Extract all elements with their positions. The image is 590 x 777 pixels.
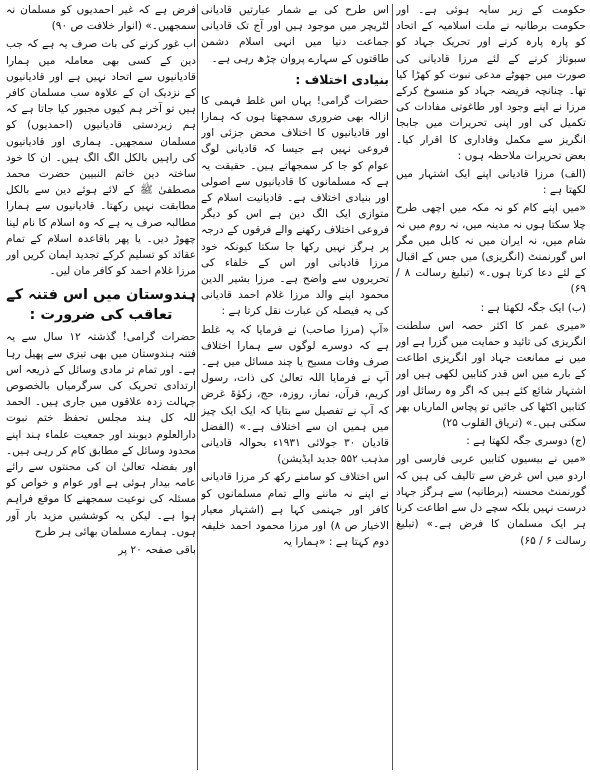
column-divider: [392, 4, 393, 770]
continued-note: باقی صفحہ ۲۰ پر: [118, 544, 196, 557]
paragraph: فرض ہے کہ غیر احمدیوں کو مسلمان نہ سمجھیں۔» (انوار خلافت ص ۹۰): [6, 4, 196, 33]
section-heading: ہندوستان میں اس فتنہ کے تعاقب کی ضرورت :: [6, 287, 196, 324]
column-right: [396, 2, 586, 774]
paragraph: (الف) مرزا قادیانی اپنے ایک اشتہار میں لکھتا ہے :: [396, 168, 586, 197]
column-left: [6, 2, 196, 774]
paragraph: حضرات گرامی! گذشتہ ۱۲ سال سے یہ فتنہ ہندوستان میں بھی تیزی سے پھیل رہا ہے۔ اور تمام تر مادی وسائل کے ذریعہ اس ارتدادی تحریک کی سرگرمیاں بالخصوص جہالت زدہ علاقوں میں جاری ہیں۔ الحمد للہ کل ہند مجلس تحفظ ختم نبوت دارالعلوم دیوبند اور جمعیت علماء ہند اپنے محدود وسائل کے مطابق کام کر رہی ہیں۔ اور بفضلہ تعالیٰ ان کی محنتوں سے رائے عامہ بیدار ہوئی ہے اور عوام و خواص کو مسئلہ کی نوعیت سمجھنے کا موقع فراہم ہوا ہے۔ لیکن یہ کوششیں مزید بار آور ہوں۔ ہمارے مسلمان بھائی ہر طرح: [6, 331, 196, 538]
paragraph: حکومت کے زیر سایہ ہوئی ہے۔ اور حکومت برطانیہ نے ملت اسلامیہ کے اتحاد کو پارہ پارہ کرنے اور تحریک جہاد کو سبوتاژ کرنے کے لئے مرزا قادیانی کی صورت میں جھوٹے مدعی نبوت کو کھڑا کیا تھا۔ چنانچہ فریضہ جہاد کو منسوخ کرکے مرزا نے اپنے وجود اور طاغوتی مفادات کی تکمیل کی اور اپنی تحریرات میں جابجا انگریز سے مکمل وفاداری کا اقرار کیا۔ بعض تحریرات ملاحظہ ہوں :: [396, 4, 586, 162]
column-middle: [201, 2, 389, 774]
column-divider: [197, 4, 198, 770]
quotation: «میں نے بیسیوں کتابیں عربی فارسی اور اردو میں اس غرض سے تالیف کی ہیں کہ گورنمنٹ محسنہ (برطانیہ) سے ہرگز جہاد درست نہیں بلکہ سچے دل سے اطاعت کرنا ہر ایک مسلمان کا فرض ہے۔» (تبلیغ رسالت ۶ / ۶۵): [396, 453, 586, 547]
quotation: «میں اپنے کام کو نہ مکہ میں اچھی طرح چلا سکتا ہوں نہ مدینہ میں، نہ روم میں نہ شام میں، نہ ایران میں نہ کابل میں مگر اس گورنمنٹ (انگریزی) میں جس کے اقبال کے لئے دعا کرتا ہوں۔» (تبلیغ رسالت ۸ / ۶۹): [396, 202, 586, 296]
quotation: «میری عمر کا اکثر حصہ اس سلطنت انگریزی کی تائید و حمایت میں گزرا ہے اور میں نے ممانعت جہاد اور انگریزی اطاعت کے بارے میں اس قدر کتابیں لکھی ہیں اور اشتہار شائع کئے ہیں کہ اگر وہ رسائل اور کتابیں اکٹھا کی جائیں تو پچاس الماریاں بھر سکتی ہیں۔» (تریاق القلوب ۲۵): [396, 319, 586, 430]
paragraph: (ج) دوسری جگہ لکھتا ہے :: [466, 435, 586, 448]
paragraph: اس طرح کی بے شمار عبارتیں قادیانی لٹریچر میں موجود ہیں اور آج تک قادیانی جماعت دنیا میں انہی اسلام دشمن طاقتوں کے سہارے پروان چڑھ رہی ہے۔: [201, 4, 389, 65]
paragraph: اس اختلاف کو سامنے رکھ کر مرزا قادیانی نے اپنے نہ ماننے والے تمام مسلمانوں کو کافر اور جہنمی کہا ہے (اشتہار معیار الاخیار ص ۸) اور مرزا محمود احمد خلیفہ دوم کہتا ہے : «ہمارا یہ: [201, 471, 389, 549]
quotation: «آپ (مرزا صاحب) نے فرمایا کہ یہ غلط ہے کہ دوسرے لوگوں سے ہمارا اختلاف صرف وفات مسیح یا چند مسائل میں ہے۔ آپ نے فرمایا اللہ تعالیٰ کی ذات، رسول کریم، قرآن، نماز، روزہ، حج، زکوٰۃ غرض کہ آپ نے تفصیل سے بتایا کہ ایک ایک چیز میں ہمیں ان سے اختلاف ہے۔» (الفضل قادیان ۳۰ جولائی ۱۹۳۱ء بحوالہ قادیانی مذہب ۵۵۲ جدید ایڈیشن): [201, 323, 389, 466]
paragraph: (ب) ایک جگہ لکھتا ہے :: [480, 301, 586, 314]
section-heading: بنیادی اختلاف :: [295, 71, 389, 87]
paragraph: حضرات گرامی! یہاں اس غلط فہمی کا ازالہ بھی ضروری سمجھتا ہوں کہ ہمارا اور قادیانیوں کا اختلاف محض جزئی اور فروعی نہیں ہے جیسا کہ قادیانی لوگ عوام کو جا کر سمجھاتے ہیں۔ حقیقت یہ ہے کہ مسلمانوں کا قادیانیوں سے اصولی اور بنیادی اختلاف ہے۔ قادیانیت اسلام کے متوازی ایک الگ دین ہے اس کو دیگر فروعی اختلاف رکھنے والے فرقوں کے درجہ پر ہرگز نہیں رکھا جا سکتا کیونکہ خود مرزا قادیانی اور اس کے خلفاء کی تحریروں سے واضح ہے۔ مرزا بشیر الدین محمود اپنے والد مرزا غلام احمد قادیانی کی یہ فیصلہ کن عبارت نقل کرتا ہے :: [201, 94, 389, 318]
paragraph: اب غور کرنے کی بات صرف یہ ہے کہ جب دین کے کسی بھی معاملہ میں ہمارا قادیانیوں سے اتحاد نہیں ہے اور قادیانیوں کے نزدیک ان کے علاوہ سب مسلمان کافر ہیں تو آخر ہم کیوں مجبور کیا جاتا ہے کہ ہم زبردستی قادیانیوں (احمدیوں) کو مسلمان سمجھیں۔ ہماری اور قادیانیوں کی راہیں بالکل الگ الگ ہیں۔ ان کا خود ساختہ دین خاتم النبیین حضرت محمد مصطفیٰ ﷺ کے لائے ہوئے دین سے بالکل مطابقت نہیں رکھتا۔ قادیانیوں سے ہمارا مطالبہ صرف یہ ہے کہ وہ اسلام کا نام لینا چھوڑ دیں۔ یا پھر باقاعدہ اسلام کے تمام عقائد کو تسلیم کرکے تجدید ایمان کریں اور مرزا غلام احمد کو کافر مان لیں۔: [6, 38, 196, 278]
